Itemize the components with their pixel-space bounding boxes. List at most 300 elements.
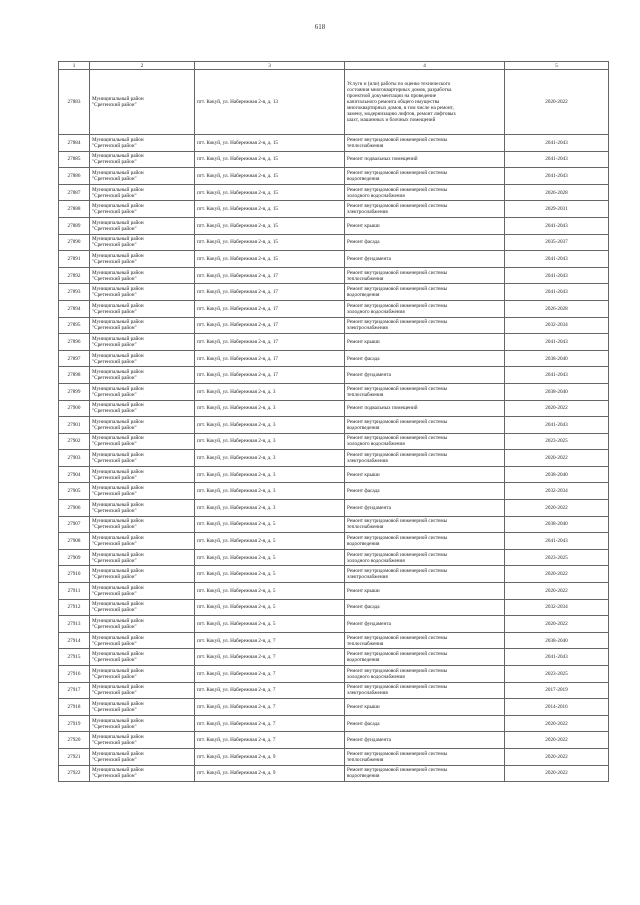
district-line: Муниципальный район (92, 767, 144, 774)
address-cell: пгт. Кокуй, ул. Набережная 2-я, д. 3 (195, 400, 345, 417)
work-type-cell (345, 649, 505, 666)
district-cell (90, 267, 195, 284)
district-line: "Сретенский район" (92, 590, 137, 597)
work-line: Ремонт внутридомовой инженерной системы (347, 319, 448, 326)
work-line: Ремонт фасада (347, 488, 380, 495)
work-line: многоквартирных домов, в том числе на ремонт, (347, 105, 454, 111)
work-type-cell (345, 583, 505, 600)
district-line: Муниципальный район (92, 203, 144, 210)
period-cell: 2038-2040 (505, 516, 609, 533)
work-line: электроснабжения (347, 458, 388, 465)
address-cell: пгт. Кокуй, ул. Набережная 2-я, д. 15 (195, 151, 345, 168)
period-cell: 2041-2043 (505, 649, 609, 666)
district-line: Муниципальный район (92, 269, 144, 276)
district-cell (90, 168, 195, 185)
table-row (59, 417, 609, 434)
work-type-cell (345, 201, 505, 218)
district-cell (90, 317, 195, 334)
work-line: Ремонт фундамента (347, 255, 391, 262)
address-cell: пгт. Кокуй, ул. Набережная 2-я, д. 3 (195, 383, 345, 400)
table-row (59, 217, 609, 234)
work-line: шахт, машинных и блочных помещений (347, 117, 436, 123)
work-line: Ремонт фундамента (347, 372, 391, 379)
register-table (58, 61, 609, 782)
work-type-cell (345, 765, 505, 782)
work-type-cell (345, 383, 505, 400)
district-line: Муниципальный район (92, 501, 144, 508)
district-line: "Сретенский район" (92, 740, 137, 747)
work-type-cell (345, 732, 505, 749)
address-cell: пгт. Кокуй, ул. Набережная 2-я, д. 5 (195, 599, 345, 616)
address-cell: пгт. Кокуй, ул. Набережная 2-я, д. 3 (195, 450, 345, 467)
period-cell: 2041-2043 (505, 367, 609, 384)
work-line: Ремонт внутридомовой инженерной системы (347, 667, 448, 674)
row-number-cell: 27901 (59, 417, 90, 434)
row-number-cell: 27922 (59, 765, 90, 782)
district-line: Муниципальный район (92, 518, 144, 525)
address-cell: пгт. Кокуй, ул. Набережная 2-я, д. 5 (195, 616, 345, 633)
district-line: "Сретенский район" (92, 209, 137, 216)
period-cell: 2035-2037 (505, 234, 609, 251)
work-line: Ремонт фасада (347, 604, 380, 611)
district-line: "Сретенский район" (92, 325, 137, 332)
period-cell: 2020-2022 (505, 732, 609, 749)
work-line: состояния многоквартирных домов, разработка (347, 87, 452, 93)
work-line: водоотведения (347, 541, 380, 548)
work-line: Ремонт внутридомовой инженерной системы (347, 634, 448, 641)
period-cell: 2020-2022 (505, 715, 609, 732)
district-line: Муниципальный район (92, 435, 144, 442)
row-number-cell: 27902 (59, 433, 90, 450)
address-cell: пгт. Кокуй, ул. Набережная 2-я, д. 7 (195, 732, 345, 749)
address-cell: пгт. Кокуй, ул. Набережная 2-я, д. 9 (195, 765, 345, 782)
table-row (59, 433, 609, 450)
row-number-cell: 27898 (59, 367, 90, 384)
period-cell: 2023-2025 (505, 433, 609, 450)
work-line: водоотведения (347, 424, 380, 431)
work-line: Ремонт внутридомовой инженерной системы (347, 385, 448, 392)
work-line: водоотведения (347, 773, 380, 780)
work-type-cell (345, 300, 505, 317)
table-row (59, 367, 609, 384)
work-type-cell (345, 184, 505, 201)
work-type-cell (345, 599, 505, 616)
column-header-4: 4 (345, 62, 505, 70)
district-line: "Сретенский район" (92, 723, 137, 730)
row-number-cell: 27899 (59, 383, 90, 400)
district-line: Муниципальный район (92, 734, 144, 741)
row-number-cell: 27892 (59, 267, 90, 284)
district-line: "Сретенский район" (92, 458, 137, 465)
district-cell (90, 765, 195, 782)
row-number-cell: 27904 (59, 466, 90, 483)
period-cell: 2032-2034 (505, 599, 609, 616)
district-cell (90, 682, 195, 699)
work-line: холодного водоснабжения (347, 308, 405, 315)
period-cell: 2038-2040 (505, 466, 609, 483)
table-row (59, 599, 609, 616)
district-line: Муниципальный район (92, 236, 144, 243)
address-cell: пгт. Кокуй, ул. Набережная 2-я, д. 5 (195, 549, 345, 566)
address-cell: пгт. Кокуй, ул. Набережная 2-я, д. 15 (195, 201, 345, 218)
work-line: теплоснабжения (347, 142, 384, 149)
table-row (59, 699, 609, 716)
district-line: Муниципальный район (92, 418, 144, 425)
work-line: капитального ремонта общего имущества (347, 99, 440, 105)
work-type-cell (345, 251, 505, 268)
work-line: Ремонт фундамента (347, 621, 391, 628)
period-cell: 2038-2040 (505, 350, 609, 367)
period-cell: 2023-2025 (505, 549, 609, 566)
period-cell: 2041-2043 (505, 417, 609, 434)
work-line: Ремонт внутридомовой инженерной системы (347, 568, 448, 575)
work-line: проектной документации на проведение (347, 93, 437, 99)
district-line: "Сретенский район" (92, 308, 137, 315)
work-line: холодного водоснабжения (347, 557, 405, 564)
table-row (59, 466, 609, 483)
address-cell: пгт. Кокуй, ул. Набережная 2-я, д. 15 (195, 135, 345, 152)
table-row (59, 317, 609, 334)
work-line: Ремонт фасада (347, 720, 380, 727)
work-type-cell (345, 217, 505, 234)
address-cell: пгт. Кокуй, ул. Набережная 2-я, д. 3 (195, 483, 345, 500)
work-type-cell (345, 135, 505, 152)
row-number-cell: 27895 (59, 317, 90, 334)
district-line: "Сретенский район" (92, 142, 137, 149)
district-line: Муниципальный район (92, 319, 144, 326)
work-line: холодного водоснабжения (347, 441, 405, 448)
work-type-cell (345, 500, 505, 517)
period-cell: 2020-2022 (505, 566, 609, 583)
district-line: "Сретенский район" (92, 474, 137, 481)
district-line: "Сретенский район" (92, 159, 137, 166)
district-line: "Сретенский район" (92, 341, 137, 348)
work-line: Ремонт подвальных помещений (347, 405, 418, 412)
district-line: "Сретенский район" (92, 756, 137, 763)
period-cell: 2041-2043 (505, 334, 609, 351)
row-number-cell: 27906 (59, 500, 90, 517)
work-line: Ремонт внутридомовой инженерной системы (347, 169, 448, 176)
district-line: Муниципальный район (92, 136, 144, 143)
work-type-cell (345, 267, 505, 284)
district-line: Муниципальный район (92, 219, 144, 226)
address-cell: пгт. Кокуй, ул. Набережная 2-я, д. 17 (195, 334, 345, 351)
row-number-cell: 27903 (59, 450, 90, 467)
period-cell: 2038-2040 (505, 632, 609, 649)
table-row (59, 234, 609, 251)
district-cell (90, 483, 195, 500)
table-row (59, 765, 609, 782)
period-cell: 2020-2022 (505, 748, 609, 765)
work-type-cell (345, 533, 505, 550)
row-number-cell: 27884 (59, 135, 90, 152)
work-line: Ремонт внутридомовой инженерной системы (347, 750, 448, 757)
address-cell: пгт. Кокуй, ул. Набережная 2-я, д. 13 (195, 70, 345, 135)
district-cell (90, 135, 195, 152)
district-cell (90, 151, 195, 168)
district-line: Муниципальный район (92, 667, 144, 674)
work-line: Ремонт крыши (347, 703, 380, 710)
district-line: Муниципальный район (92, 286, 144, 293)
work-type-cell (345, 400, 505, 417)
district-line: "Сретенский район" (92, 557, 137, 564)
district-line: "Сретенский район" (92, 102, 137, 108)
work-type-cell (345, 450, 505, 467)
period-cell: 2020-2022 (505, 616, 609, 633)
row-number-cell: 27908 (59, 533, 90, 550)
table-row (59, 632, 609, 649)
period-cell: 2041-2043 (505, 168, 609, 185)
district-line: Муниципальный район (92, 601, 144, 608)
work-line: Ремонт фасада (347, 239, 380, 246)
header-row (59, 62, 609, 70)
address-cell: пгт. Кокуй, ул. Набережная 2-я, д. 17 (195, 317, 345, 334)
district-cell (90, 549, 195, 566)
district-cell (90, 234, 195, 251)
work-type-cell (345, 168, 505, 185)
row-number-cell: 27915 (59, 649, 90, 666)
district-line: Муниципальный район (92, 717, 144, 724)
district-cell (90, 450, 195, 467)
table-row (59, 70, 609, 135)
address-cell: пгт. Кокуй, ул. Набережная 2-я, д. 17 (195, 350, 345, 367)
district-cell (90, 533, 195, 550)
district-cell (90, 699, 195, 716)
district-cell (90, 632, 195, 649)
work-type-cell (345, 682, 505, 699)
district-line: "Сретенский район" (92, 541, 137, 548)
district-line: "Сретенский район" (92, 358, 137, 365)
district-line: Муниципальный район (92, 335, 144, 342)
row-number-cell: 27919 (59, 715, 90, 732)
address-cell: пгт. Кокуй, ул. Набережная 2-я, д. 3 (195, 466, 345, 483)
district-line: Муниципальный район (92, 700, 144, 707)
table-row (59, 168, 609, 185)
district-line: Муниципальный район (92, 186, 144, 193)
work-type-cell (345, 549, 505, 566)
address-cell: пгт. Кокуй, ул. Набережная 2-я, д. 7 (195, 666, 345, 683)
work-line: холодного водоснабжения (347, 192, 405, 199)
district-cell (90, 616, 195, 633)
district-cell (90, 732, 195, 749)
table-row (59, 715, 609, 732)
address-cell: пгт. Кокуй, ул. Набережная 2-я, д. 15 (195, 184, 345, 201)
district-line: Муниципальный район (92, 618, 144, 625)
district-line: "Сретенский район" (92, 242, 137, 249)
period-cell: 2041-2043 (505, 533, 609, 550)
work-line: Ремонт внутридомовой инженерной системы (347, 452, 448, 459)
row-number-cell: 27911 (59, 583, 90, 600)
address-cell: пгт. Кокуй, ул. Набережная 2-я, д. 7 (195, 649, 345, 666)
work-line: Ремонт фундамента (347, 737, 391, 744)
period-cell: 2038-2040 (505, 383, 609, 400)
district-line: "Сретенский район" (92, 574, 137, 581)
row-number-cell: 27909 (59, 549, 90, 566)
work-type-cell (345, 284, 505, 301)
address-cell: пгт. Кокуй, ул. Набережная 2-я, д. 3 (195, 433, 345, 450)
table-row (59, 284, 609, 301)
address-cell: пгт. Кокуй, ул. Набережная 2-я, д. 5 (195, 533, 345, 550)
district-line: Муниципальный район (92, 153, 144, 160)
work-line: Услуги и (или) работы по оценке технического (347, 81, 451, 87)
district-line: "Сретенский район" (92, 175, 137, 182)
district-cell (90, 715, 195, 732)
work-line: Ремонт фундамента (347, 504, 391, 511)
address-cell: пгт. Кокуй, ул. Набережная 2-я, д. 7 (195, 682, 345, 699)
period-cell: 2026-2028 (505, 184, 609, 201)
table-row (59, 616, 609, 633)
work-line: теплоснабжения (347, 756, 384, 763)
column-header-5: 5 (505, 62, 609, 70)
work-type-cell (345, 516, 505, 533)
district-line: Муниципальный район (92, 252, 144, 259)
work-line: теплоснабжения (347, 524, 384, 531)
district-line: "Сретенский район" (92, 690, 137, 697)
table-body (59, 70, 609, 782)
district-line: Муниципальный район (92, 651, 144, 658)
work-type-cell (345, 234, 505, 251)
period-cell: 2041-2043 (505, 251, 609, 268)
address-cell: пгт. Кокуй, ул. Набережная 2-я, д. 15 (195, 234, 345, 251)
work-line: Ремонт внутридомовой инженерной системы (347, 651, 448, 658)
row-number-cell: 27897 (59, 350, 90, 367)
district-cell (90, 649, 195, 666)
table-row (59, 566, 609, 583)
district-cell (90, 400, 195, 417)
address-cell: пгт. Кокуй, ул. Набережная 2-я, д. 17 (195, 367, 345, 384)
district-cell (90, 350, 195, 367)
row-number-cell: 27912 (59, 599, 90, 616)
row-number-cell: 27913 (59, 616, 90, 633)
row-number-cell: 27914 (59, 632, 90, 649)
work-line: Ремонт внутридомовой инженерной системы (347, 684, 448, 691)
row-number-cell: 27918 (59, 699, 90, 716)
address-cell: пгт. Кокуй, ул. Набережная 2-я, д. 15 (195, 251, 345, 268)
work-type-cell (345, 748, 505, 765)
row-number-cell: 27907 (59, 516, 90, 533)
table-row (59, 300, 609, 317)
address-cell: пгт. Кокуй, ул. Набережная 2-я, д. 7 (195, 632, 345, 649)
period-cell: 2041-2043 (505, 217, 609, 234)
district-line: Муниципальный район (92, 584, 144, 591)
address-cell: пгт. Кокуй, ул. Набережная 2-я, д. 5 (195, 516, 345, 533)
work-line: электроснабжения (347, 690, 388, 697)
work-line: теплоснабжения (347, 391, 384, 398)
work-line: Ремонт внутридомовой инженерной системы (347, 418, 448, 425)
district-line: Муниципальный район (92, 750, 144, 757)
work-line: электроснабжения (347, 325, 388, 332)
district-line: "Сретенский район" (92, 192, 137, 199)
district-line: "Сретенский район" (92, 773, 137, 780)
table-row (59, 350, 609, 367)
row-number-cell: 27920 (59, 732, 90, 749)
district-line: "Сретенский район" (92, 275, 137, 282)
district-cell (90, 284, 195, 301)
district-line: Муниципальный район (92, 302, 144, 309)
district-line: Муниципальный район (92, 568, 144, 575)
district-cell (90, 583, 195, 600)
table-row (59, 666, 609, 683)
table-row (59, 516, 609, 533)
district-line: "Сретенский район" (92, 258, 137, 265)
address-cell: пгт. Кокуй, ул. Набережная 2-я, д. 3 (195, 417, 345, 434)
row-number-cell: 27896 (59, 334, 90, 351)
district-line: Муниципальный район (92, 452, 144, 459)
district-line: "Сретенский район" (92, 424, 137, 431)
district-line: "Сретенский район" (92, 624, 137, 631)
table-row (59, 748, 609, 765)
work-type-cell (345, 466, 505, 483)
work-line: холодного водоснабжения (347, 673, 405, 680)
work-type-cell (345, 334, 505, 351)
work-line: Ремонт внутридомовой инженерной системы (347, 518, 448, 525)
work-type-cell (345, 666, 505, 683)
table-row (59, 649, 609, 666)
district-line: "Сретенский район" (92, 657, 137, 664)
work-type-cell (345, 151, 505, 168)
district-cell (90, 417, 195, 434)
work-line: Ремонт внутридомовой инженерной системы (347, 269, 448, 276)
district-line: "Сретенский район" (92, 375, 137, 382)
period-cell: 2041-2043 (505, 135, 609, 152)
address-cell: пгт. Кокуй, ул. Набережная 2-я, д. 9 (195, 748, 345, 765)
district-line: Муниципальный район (92, 551, 144, 558)
row-number-cell: 27894 (59, 300, 90, 317)
district-line: Муниципальный район (92, 169, 144, 176)
district-line: "Сретенский район" (92, 507, 137, 514)
table-row (59, 251, 609, 268)
work-line: Ремонт внутридомовой инженерной системы (347, 286, 448, 293)
work-line: водоотведения (347, 292, 380, 299)
district-line: Муниципальный район (92, 402, 144, 409)
address-cell: пгт. Кокуй, ул. Набережная 2-я, д. 15 (195, 217, 345, 234)
row-number-cell: 27891 (59, 251, 90, 268)
period-cell: 2020-2022 (505, 400, 609, 417)
address-cell: пгт. Кокуй, ул. Набережная 2-я, д. 17 (195, 267, 345, 284)
row-number-cell: 27916 (59, 666, 90, 683)
table-row (59, 201, 609, 218)
table-row (59, 151, 609, 168)
period-cell: 2023-2025 (505, 666, 609, 683)
row-number-cell: 27900 (59, 400, 90, 417)
row-number-cell: 27905 (59, 483, 90, 500)
district-cell (90, 466, 195, 483)
table-row (59, 135, 609, 152)
work-line: водоотведения (347, 657, 380, 664)
work-type-cell (345, 699, 505, 716)
period-cell: 2017-2019 (505, 682, 609, 699)
district-line: "Сретенский район" (92, 706, 137, 713)
table-row (59, 483, 609, 500)
work-type-cell (345, 417, 505, 434)
work-line: Ремонт внутридомовой инженерной системы (347, 186, 448, 193)
work-line: Ремонт внутридомовой инженерной системы (347, 136, 448, 143)
district-cell (90, 201, 195, 218)
work-line: Ремонт фасада (347, 355, 380, 362)
work-line: теплоснабжения (347, 275, 384, 282)
work-line: Ремонт внутридомовой инженерной системы (347, 551, 448, 558)
period-cell: 2029-2031 (505, 201, 609, 218)
row-number-cell: 27887 (59, 184, 90, 201)
district-line: Муниципальный район (92, 634, 144, 641)
address-cell: пгт. Кокуй, ул. Набережная 2-я, д. 15 (195, 168, 345, 185)
district-cell (90, 599, 195, 616)
district-cell (90, 184, 195, 201)
work-line: Ремонт внутридомовой инженерной системы (347, 535, 448, 542)
work-line: теплоснабжения (347, 640, 384, 647)
work-type-cell (345, 70, 505, 135)
district-line: "Сретенский район" (92, 225, 137, 232)
